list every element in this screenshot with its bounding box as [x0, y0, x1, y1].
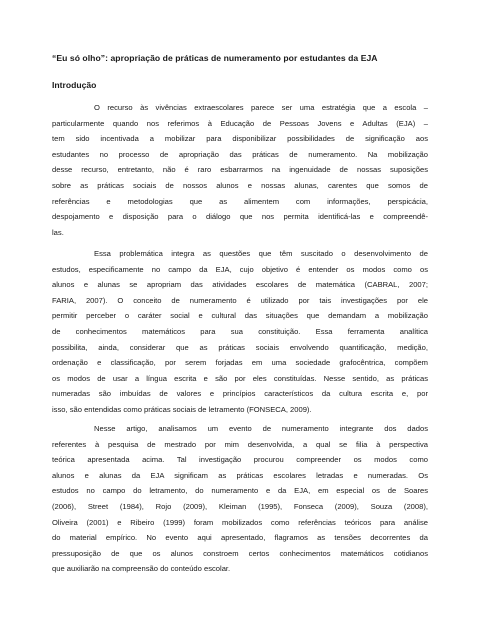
paragraph-line: desse recurso, entretanto, não é raro esbarrarmos na ingenuidade de nossas suposições — [52, 165, 428, 175]
paragraph-line: estudos no campo do letramento, do numeramento e da EJA, em especial os de Soares — [52, 486, 428, 496]
paragraph-line: de conhecimentos matemáticos para sua constituição. Essa ferramenta analítica — [52, 326, 428, 336]
paragraph-line: particularmente quando nos referimos à Educação de Pessoas Jovens e Adultas (EJA) – — [52, 118, 428, 128]
paragraph-line: FARIA, 2007). O conceito de numeramento é utilizado por tais investigações por ele — [52, 295, 428, 305]
paragraph-1 — [52, 100, 428, 240]
paragraph-line: permitir perceber o caráter social e cultural das situações que demandam a mobilização — [52, 311, 428, 321]
paragraph-line: estudantes no processo de apropriação das práticas de numeramento. Na mobilização — [52, 149, 428, 159]
paragraph-line: (2006), Street (1984), Rojo (2009), Kleiman (1995), Fonseca (2009), Souza (2008), — [52, 501, 428, 511]
paragraph-line: las. — [52, 227, 64, 237]
paragraph-line: referentes à pesquisa de mestrado por mim desenvolvida, a qual se filia à perspectiva — [52, 439, 428, 449]
paragraph-line: numeradas são imbuídas de valores e princípios característicos da cultura escrita e, por — [52, 389, 428, 399]
paragraph-line: pressuposição de que os alunos constroem certos conhecimentos matemáticos cotidianos — [52, 548, 428, 558]
paragraph-line: possibilita, ainda, considerar que as práticas sociais envolvendo quantificação, medição, — [52, 342, 428, 352]
paragraph-line: alunos e alunas da EJA significam as práticas escolares letradas e numeradas. Os — [52, 470, 428, 480]
paragraph-line: O recurso às vivências extraescolares parece ser uma estratégia que a escola – — [94, 103, 428, 112]
paragraph-line: tem sido incentivada a mobilizar para disponibilizar possibilidades de significação aos — [52, 134, 428, 144]
paragraph-line: despojamento e disposição para o diálogo que nos permita identificá-las e compreendê- — [52, 212, 428, 222]
paragraph-line: alunos e alunas se apropriam das atividades escolares de matemática (CABRAL, 2007; — [52, 280, 428, 290]
paragraph-line: Nesse artigo, analisamos um evento de numeramento integrante dos dados — [94, 424, 428, 433]
section-heading-introducao: Introdução — [52, 80, 97, 90]
paper-title: “Eu só olho”: apropriação de práticas de numeramento por estudantes da EJA — [52, 53, 378, 63]
paragraph-line: ordenação e classificação, por serem forjadas em uma sociedade grafocêntrica, compõem — [52, 358, 428, 368]
paragraph-line: Essa problemática integra as questões que têm suscitado o desenvolvimento de — [94, 249, 428, 258]
paragraph-3 — [52, 421, 428, 577]
paragraph-line: referências e metodologias que as alimentem com informações, perspicácia, — [52, 196, 428, 206]
paragraph-line: do material empírico. No evento aqui apresentado, flagramos as tensões decorrentes da — [52, 533, 428, 543]
paragraph-line: teórica apresentada acima. Tal investigação procurou compreender os modos como — [52, 455, 428, 465]
paragraph-line: que auxiliarão na compreensão do conteúdo escolar. — [52, 564, 231, 574]
paragraph-line: estudos, especificamente no campo da EJA, cujo objetivo é entender os modos como os — [52, 264, 428, 274]
paragraph-line: os modos de usar a língua escrita e são por eles constituídas. Nesse sentido, as práticas — [52, 373, 428, 383]
paragraph-2 — [52, 246, 428, 418]
paragraph-line: Oliveira (2001) e Ribeiro (1999) foram mobilizados como referências teóricos para análise — [52, 517, 428, 527]
paragraph-line: sobre as práticas sociais de nossos alunos e nossas alunas, carentes que somos de — [52, 180, 428, 190]
paragraph-line: isso, são entendidas como práticas sociais de letramento (FONSECA, 2009). — [52, 404, 312, 414]
